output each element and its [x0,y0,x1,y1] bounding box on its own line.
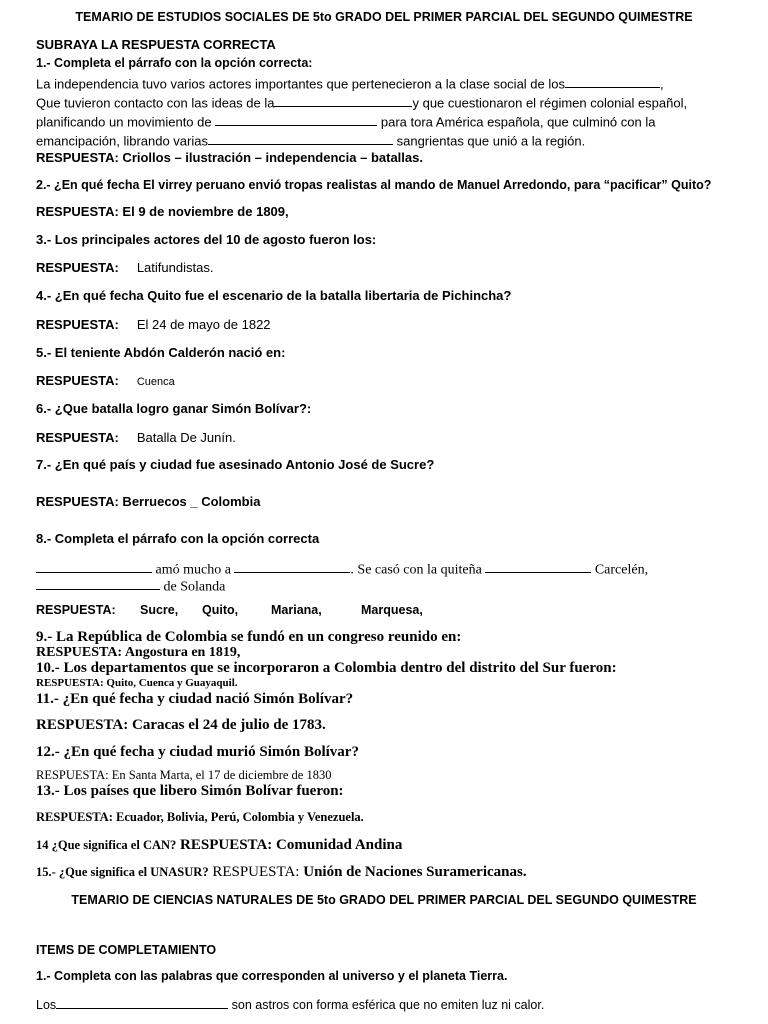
question-5-answer: RESPUESTA: Cuenca [36,373,175,388]
question-8-line-1: amó mucho a . Se casó con la quiteña Carcelén, [36,559,648,578]
question-7-title: 7.- ¿En qué país y ciudad fue asesinado Antonio José de Sucre? [36,457,435,472]
question-3-answer: RESPUESTA: Latifundistas. [36,260,214,275]
question-1-line-1: La independencia tuvo varios actores importantes que pertenecieron a la clase social de los , [36,76,664,92]
section-2-title: TEMARIO DE CIENCIAS NATURALES DE 5to GRADO DEL PRIMER PARCIAL DEL SEGUNDO QUIMESTRE [71,893,697,907]
question-10-answer: RESPUESTA: Quito, Cuenca y Guayaquil. [36,677,238,689]
question-8-title: 8.- Completa el párrafo con la opción correcta [36,531,320,546]
question-11-title: 11.- ¿En qué fecha y ciudad nació Simón Bolívar? [36,691,354,707]
document-title: TEMARIO DE ESTUDIOS SOCIALES DE 5to GRADO DEL PRIMER PARCIAL DEL SEGUNDO QUIMESTRE [75,10,693,24]
question-13-answer: RESPUESTA: Ecuador, Bolivia, Perú, Colombia y Venezuela. [36,810,364,824]
question-8-answer: RESPUESTA: Sucre, Quito, Mariana, Marquesa, [36,603,423,617]
question-12-answer: RESPUESTA: En Santa Marta, el 17 de diciembre de 1830 [36,768,332,782]
question-1-line-4: emancipación, librando varias sangrientas que unió a la región. [36,133,586,149]
question-14: 14 ¿Que significa el CAN? RESPUESTA: Comunidad Andina [36,837,403,853]
section-2-subtitle: ITEMS DE COMPLETAMIENTO [36,943,217,957]
question-9-title: 9.- La República de Colombia se fundó en un congreso reunido en: [36,629,462,645]
question-6-answer: RESPUESTA: Batalla De Junín. [36,430,236,445]
question-1-line-3: planificando un movimiento de para tora América española, que culminó con la [36,114,656,130]
natural-question-1-title: 1.- Completa con las palabras que corresponden al universo y el planeta Tierra. [36,969,508,983]
question-11-answer: RESPUESTA: Caracas el 24 de julio de 1783. [36,717,326,733]
question-7-answer: RESPUESTA: Berruecos _ Colombia [36,494,261,509]
question-10-title: 10.- Los departamentos que se incorporaron a Colombia dentro del distrito del Sur fueron: [36,660,617,676]
question-3-title: 3.- Los principales actores del 10 de agosto fueron los: [36,232,377,247]
natural-question-1-line: Los son astros con forma esférica que no emiten luz ni calor. [36,997,545,1012]
question-13-title: 13.- Los países que libero Simón Bolívar fueron: [36,783,344,799]
question-12-title: 12.- ¿En qué fecha y ciudad murió Simón Bolívar? [36,744,359,760]
question-9-answer: RESPUESTA: Angostura en 1819, [36,645,241,660]
question-5-title: 5.- El teniente Abdón Calderón nació en: [36,345,286,360]
question-15: 15.- ¿Que significa el UNASUR? RESPUESTA: Unión de Naciones Suramericanas. [36,864,527,880]
question-1-line-2: Que tuvieron contacto con las ideas de la y que cuestionaron el régimen colonial español, [36,95,688,111]
question-2-title: 2.- ¿En qué fecha El virrey peruano envió tropas realistas al mando de Manuel Arredondo, para “pacificar” Quito? [36,178,712,192]
question-4-answer: RESPUESTA: El 24 de mayo de 1822 [36,317,271,332]
question-6-title: 6.- ¿Que batalla logro ganar Simón Bolívar?: [36,401,312,416]
question-4-title: 4.- ¿En qué fecha Quito fue el escenario de la batalla libertaria de Pichincha? [36,288,512,303]
instruction: SUBRAYA LA RESPUESTA CORRECTA [36,37,276,52]
question-1-title: 1.- Completa el párrafo con la opción correcta: [36,56,313,70]
question-2-answer: RESPUESTA: El 9 de noviembre de 1809, [36,204,289,219]
question-8-line-2: de Solanda [36,576,225,595]
question-1-answer: RESPUESTA: Criollos – ilustración – independencia – batallas. [36,150,423,165]
